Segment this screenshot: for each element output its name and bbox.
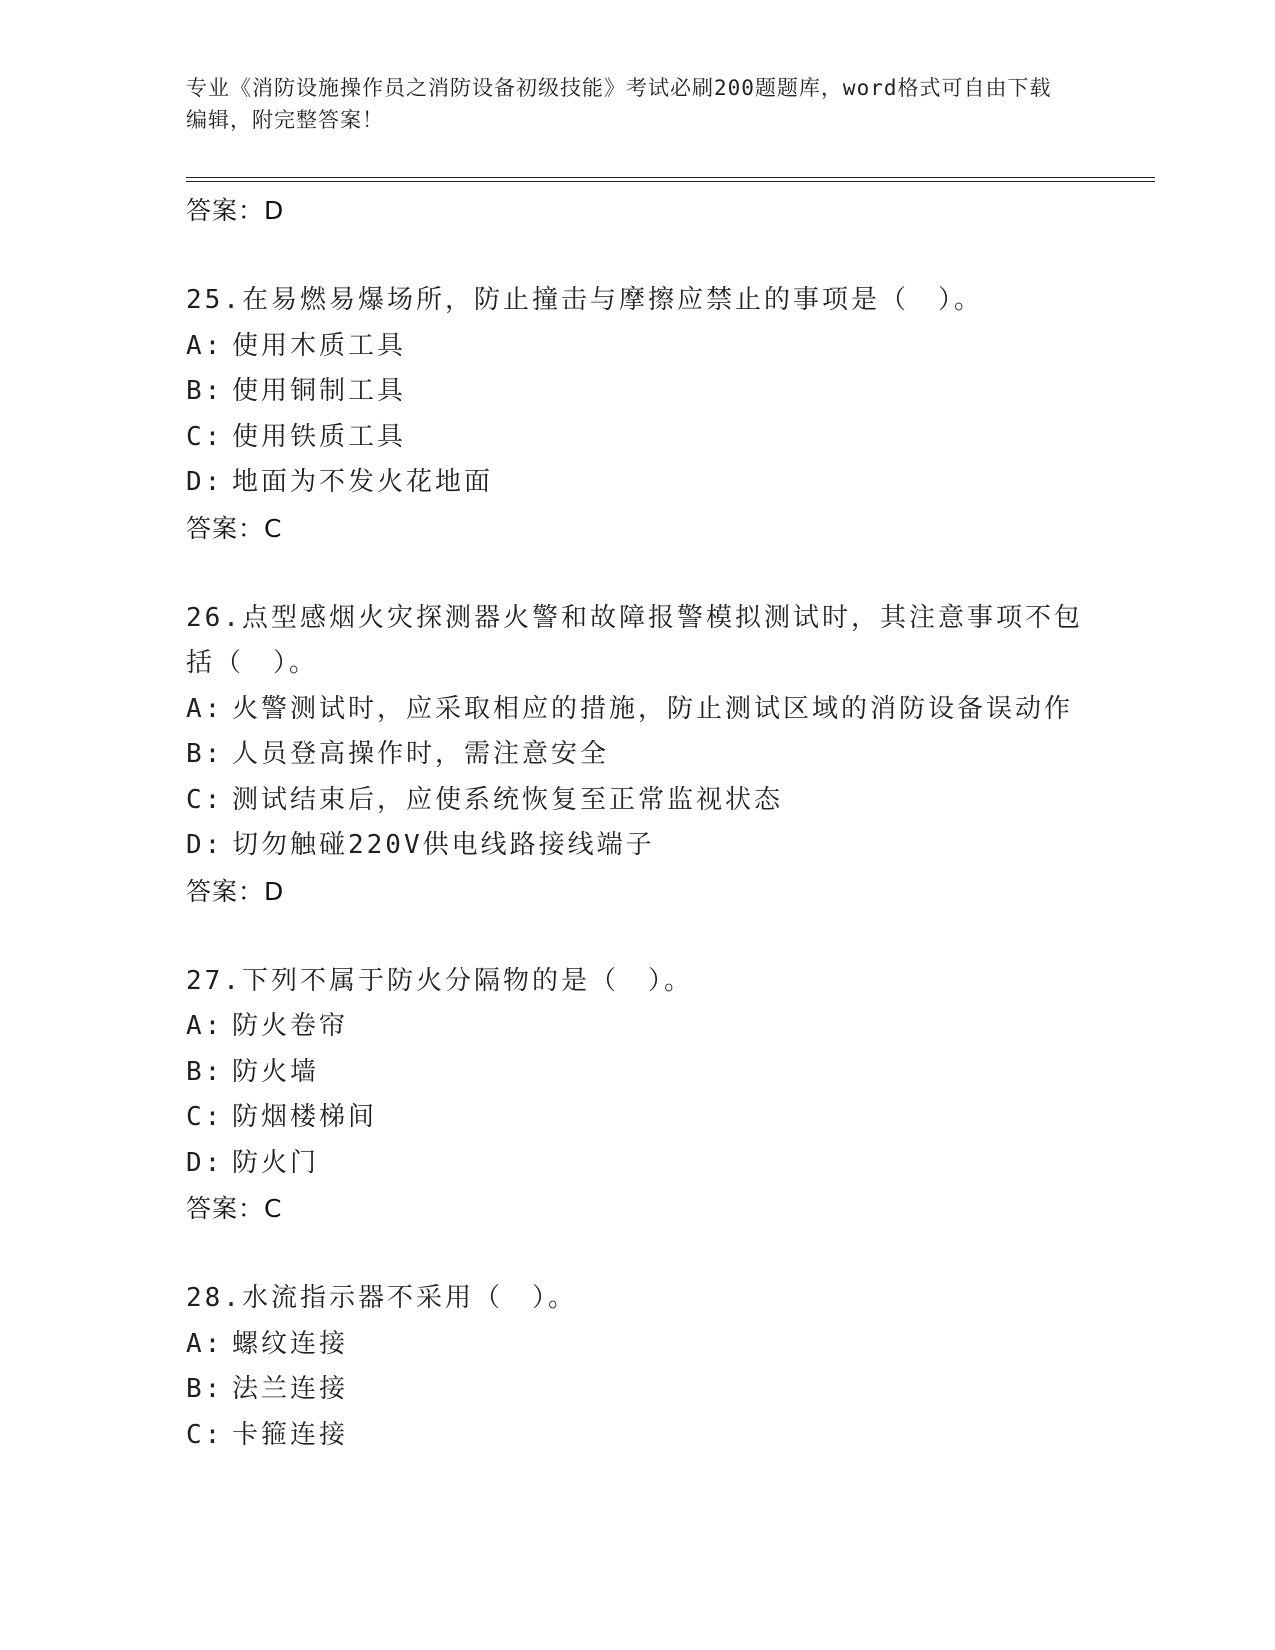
option-text: 人员登高操作时，需注意安全 (232, 739, 610, 769)
option-a (186, 324, 1086, 370)
option-key: B: (186, 376, 224, 406)
option-text: 防火墙 (232, 1056, 320, 1087)
answer-line: 答案：D (186, 196, 285, 225)
option-key: A: (186, 693, 224, 724)
option-text: 使用铁质工具 (232, 421, 407, 452)
option-key: B: (186, 1056, 224, 1087)
answer-line: 答案：C (186, 513, 283, 543)
option-b (186, 369, 1086, 415)
option-text: 法兰连接 (232, 1374, 349, 1404)
option-key: D: (186, 830, 224, 860)
option-text: 防火门 (232, 1147, 320, 1178)
question-stem: 26.点型感烟火灾探测器火警和故障报警模拟测试时，其注意事项不包括（ ）。 (186, 602, 1083, 678)
option-key: A: (186, 1011, 224, 1041)
question-list (186, 188, 1086, 1458)
option-key: A: (186, 1328, 224, 1359)
question-block (186, 596, 1086, 914)
answer-line: 答案：C (186, 1194, 283, 1223)
option-key: B: (186, 739, 224, 769)
option-text: 火警测试时，应采取相应的措施，防止测试区域的消防设备误动作 (232, 693, 1074, 724)
option-b (186, 732, 1086, 778)
option-key: C: (186, 1102, 224, 1132)
option-key: C: (186, 784, 224, 815)
page-header: 专业《消防设施操作员之消防设备初级技能》考试必刷200题题库，word格式可自由下载编辑，附完整答案！ (186, 76, 1052, 132)
question-block (186, 278, 1086, 551)
question-stem: 25.在易燃易爆场所，防止撞击与摩擦应禁止的事项是（ ）。 (186, 285, 983, 315)
option-a (186, 1322, 1086, 1368)
option-d (186, 460, 1086, 506)
option-key: B: (186, 1374, 224, 1404)
option-text: 使用铜制工具 (232, 376, 407, 406)
option-key: A: (186, 330, 224, 361)
header-divider (186, 177, 1155, 182)
option-text: 螺纹连接 (232, 1328, 349, 1359)
option-d (186, 1141, 1086, 1187)
option-key: C: (186, 1419, 224, 1450)
option-c (186, 415, 1086, 461)
option-b (186, 1367, 1086, 1413)
option-key: D: (186, 1147, 224, 1178)
question-stem: 28.水流指示器不采用（ ）。 (186, 1283, 577, 1313)
option-a (186, 687, 1086, 733)
option-key: D: (186, 467, 224, 497)
question-stem: 27.下列不属于防火分隔物的是（ ）。 (186, 965, 693, 996)
option-a (186, 1004, 1086, 1050)
answer-line: 答案：D (186, 876, 285, 906)
option-key: C: (186, 421, 224, 452)
option-text: 使用木质工具 (232, 330, 407, 361)
option-c (186, 1095, 1086, 1141)
option-d (186, 823, 1086, 869)
question-block (186, 1276, 1086, 1458)
option-text: 切勿触碰220V供电线路接线端子 (232, 830, 655, 860)
option-text: 卡箍连接 (232, 1419, 349, 1450)
question-block (186, 959, 1086, 1232)
option-b (186, 1050, 1086, 1096)
option-text: 地面为不发火花地面 (232, 467, 494, 497)
option-text: 测试结束后，应使系统恢复至正常监视状态 (232, 784, 784, 815)
option-text: 防烟楼梯间 (232, 1102, 378, 1132)
option-text: 防火卷帘 (232, 1011, 349, 1041)
option-c (186, 778, 1086, 824)
option-c (186, 1413, 1086, 1459)
